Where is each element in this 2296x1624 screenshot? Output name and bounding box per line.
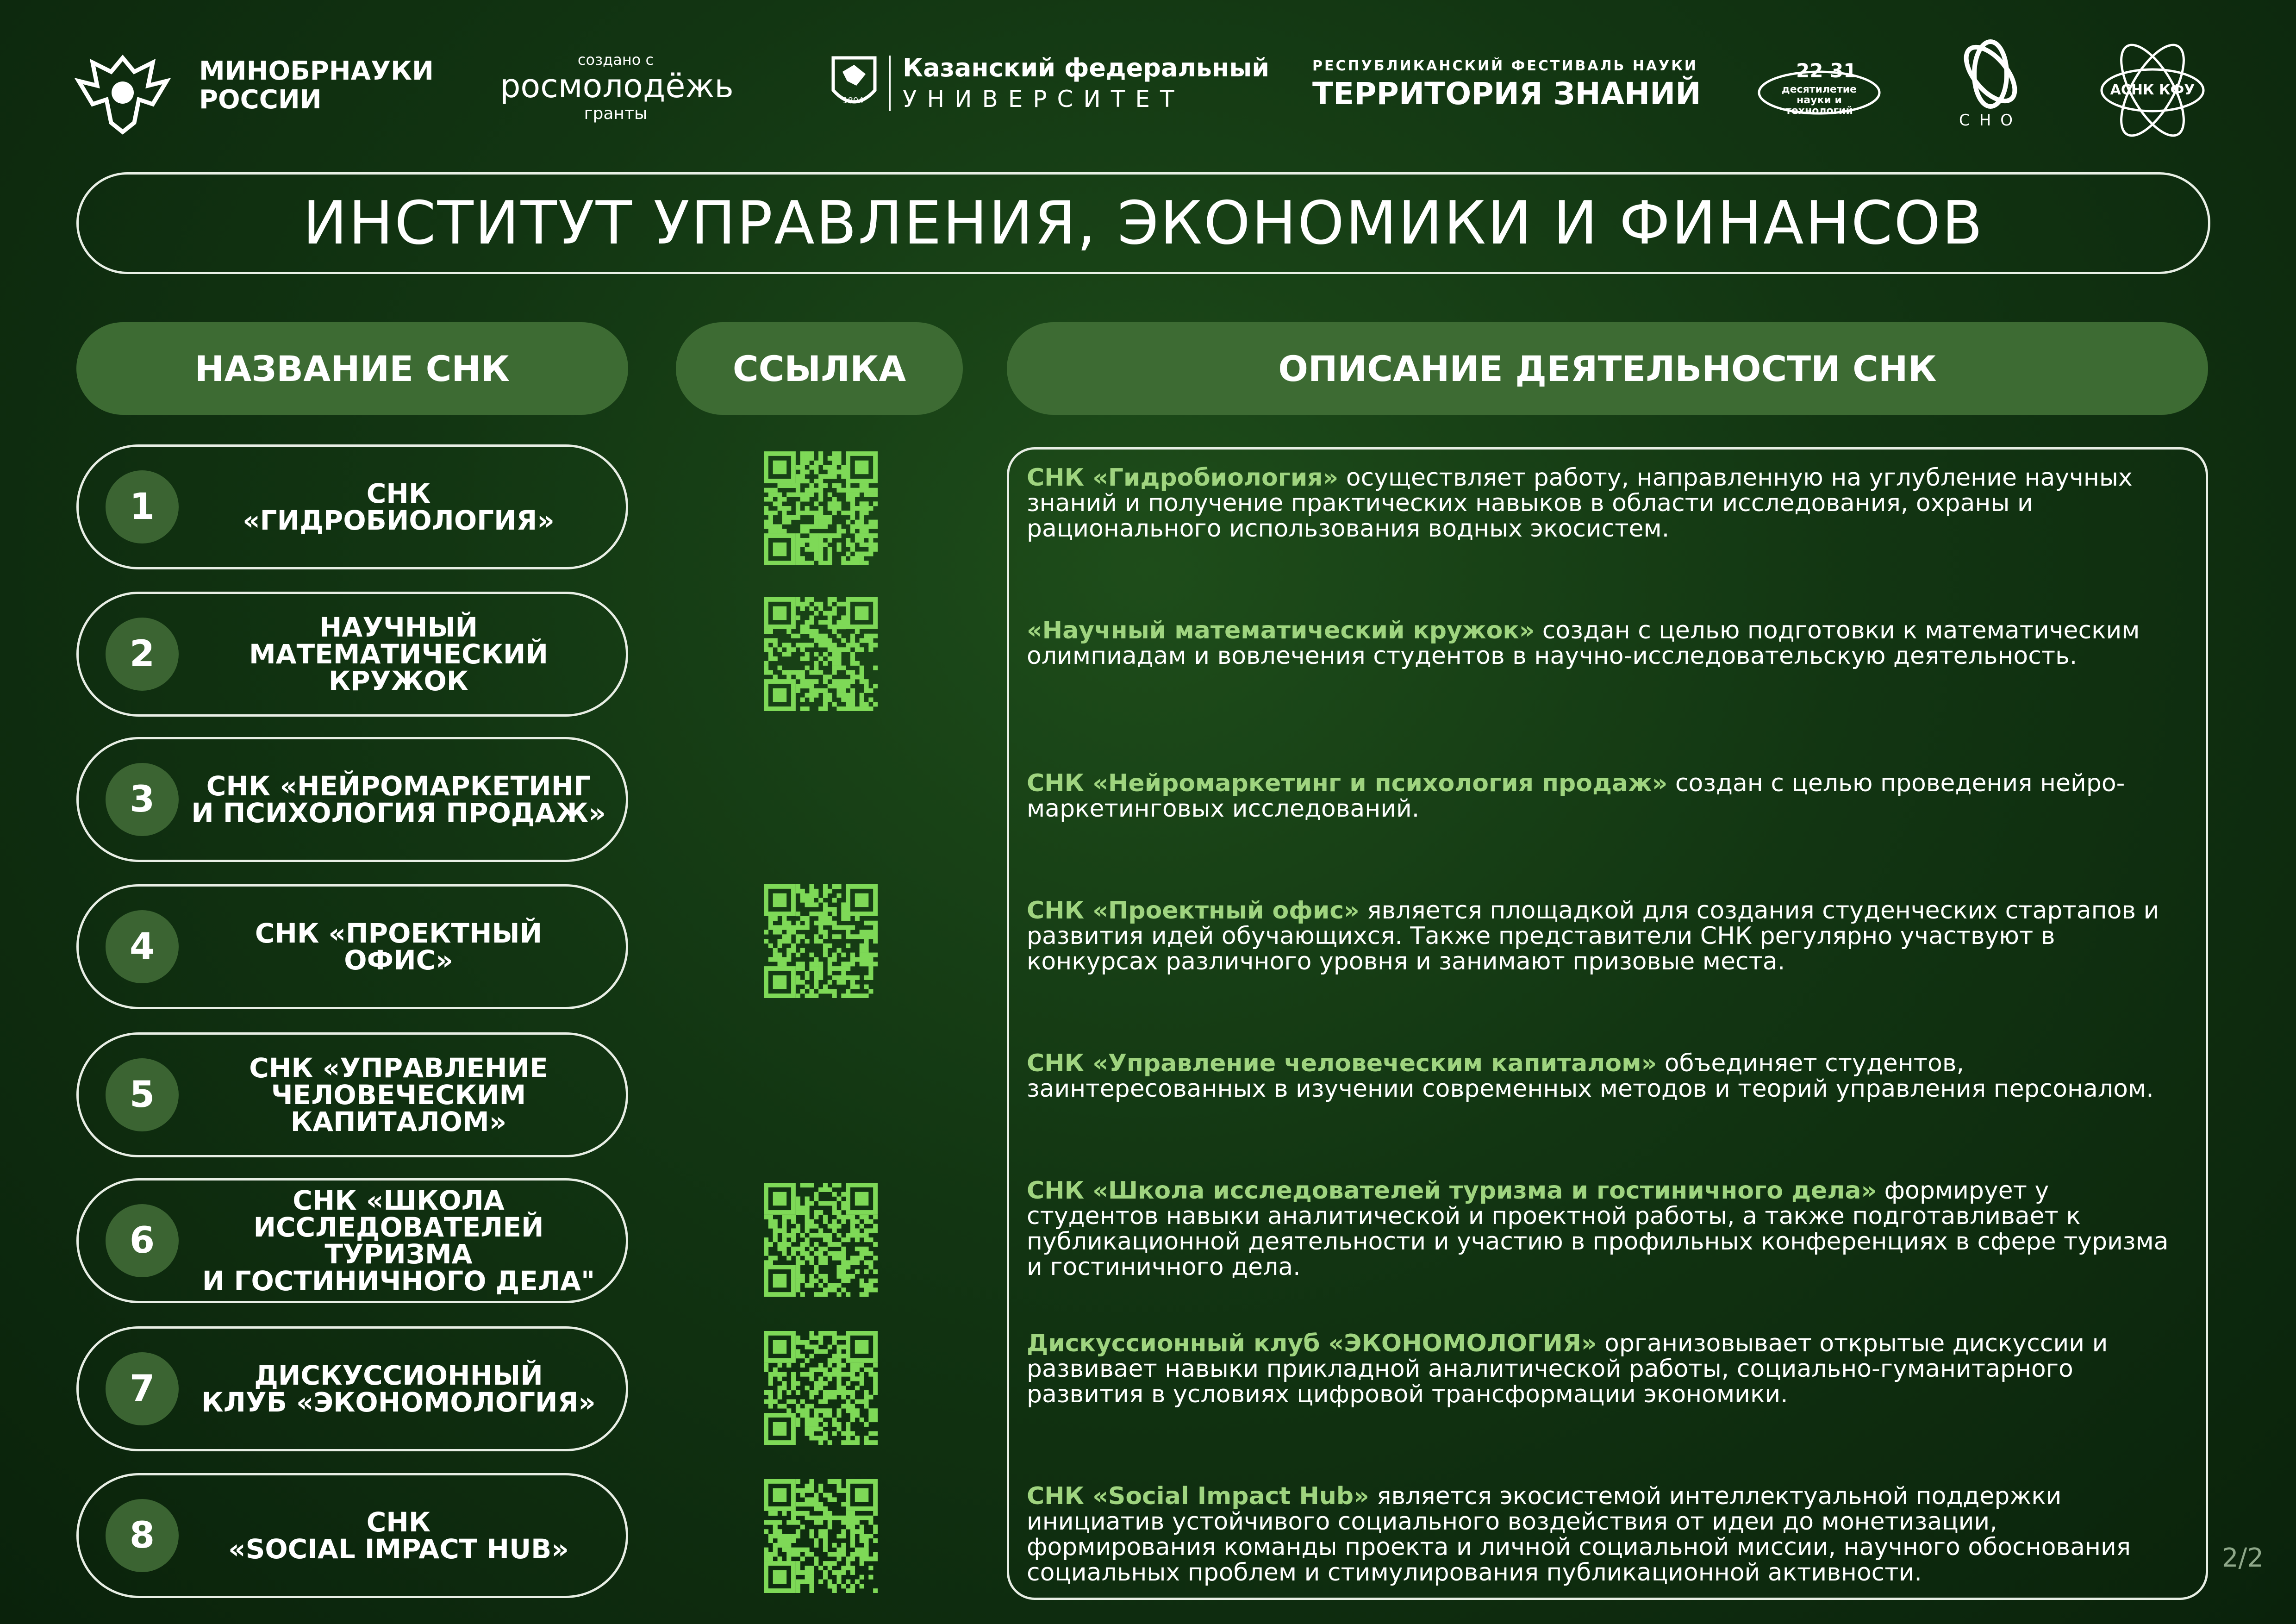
description-highlight: СНК «Школа исследователей туризма и гостиничного дела» — [1027, 1177, 1877, 1205]
qr-code-7[interactable] — [764, 1331, 878, 1445]
club-description-3: СНК «Нейромаркетинг и психология продаж» создан с целью проведения нейро-маркетинговых исследований. — [1027, 769, 2125, 823]
club-name: СНК «УПРАВЛЕНИЕ ЧЕЛОВЕЧЕСКИМ КАПИТАЛОМ» — [249, 1052, 548, 1137]
club-description-7: Дискуссионный клуб «ЭКОНОМОЛОГИЯ» организовывает открытые дискуссии и развивает навыки прикладной аналитической работы, социально-гуманитарного развития в условиях цифровой трансформации экономики. — [1027, 1330, 2108, 1409]
row-number: 5 — [106, 1058, 179, 1131]
club-row-7 — [76, 1326, 628, 1451]
club-row-4 — [76, 884, 628, 1009]
header-link: ССЫЛКА — [676, 322, 963, 415]
page-number: 2/2 — [2221, 1543, 2264, 1573]
club-description-5: СНК «Управление человеческим капиталом» объединяет студентов, заинтересованных в изучении современных методов и теорий управления персоналом. — [1027, 1049, 2154, 1103]
club-description-4: СНК «Проектный офис» является площадкой для создания студенческих стартапов и развития идей обучающихся. Также представители СНК регулярно участвуют в конкурсах различного уровня и занимают призовые места. — [1027, 897, 2159, 976]
cho-logo: СНО — [1949, 39, 2032, 132]
description-highlight: СНК «Нейромаркетинг и психология продаж» — [1027, 769, 1668, 797]
qr-code-1[interactable] — [764, 451, 878, 565]
club-row-6 — [76, 1178, 628, 1303]
row-number: 4 — [106, 910, 179, 983]
description-highlight: «Научный математический кружок» — [1027, 617, 1535, 644]
club-row-8 — [76, 1473, 628, 1598]
club-description-6: СНК «Школа исследователей туризма и гостиничного дела» формирует у студентов навыки аналитической и проектной работы, а также подготавливает к публикационной деятельности и участию в профильных конференциях в сфере туризма и гостиничного дела. — [1027, 1177, 2169, 1281]
club-name: СНК «ГИДРОБИОЛОГИЯ» — [243, 478, 555, 536]
eagle-emblem-icon — [74, 44, 171, 137]
club-name: СНК «ПРОЕКТНЫЙ ОФИС» — [255, 918, 543, 976]
club-row-1 — [76, 444, 628, 569]
row-number: 7 — [106, 1352, 179, 1425]
club-name: СНК «НЕЙРОМАРКЕТИНГ И ПСИХОЛОГИЯ ПРОДАЖ» — [191, 770, 606, 829]
club-row-3 — [76, 737, 628, 862]
club-name: СНК «ШКОЛА ИССЛЕДОВАТЕЛЕЙ ТУРИЗМА И ГОСТИНИЧНОГО ДЕЛА" — [202, 1185, 595, 1297]
cho-emblem-icon — [1949, 39, 2032, 109]
header-description: ОПИСАНИЕ ДЕЯТЕЛЬНОСТИ СНК — [1007, 322, 2208, 415]
page-title: ИНСТИТУТ УПРАВЛЕНИЯ, ЭКОНОМИКИ И ФИНАНСОВ — [76, 172, 2210, 274]
row-number: 8 — [106, 1499, 179, 1572]
club-description-8: СНК «Social Impact Hub» является экосистемой интеллектуальной поддержки инициатив устойчивого социального воздействия от идеи до монетизации, формирования команды проекта и личной социальной миссии, научного обоснования социальных проблем и стимулирования публикационной активности. — [1027, 1482, 2131, 1587]
club-name: ДИСКУССИОННЫЙ КЛУБ «ЭКОНОМОЛОГИЯ» — [201, 1360, 596, 1418]
kfu-logo: 1804 Казанский федеральный УНИВЕРСИТЕТ — [829, 53, 1245, 123]
description-highlight: СНК «Social Impact Hub» — [1027, 1482, 1369, 1510]
minobrnauki-text: МИНОБРНАУКИ РОССИИ — [199, 56, 434, 115]
club-row-5 — [76, 1032, 628, 1157]
club-row-2 — [76, 592, 628, 717]
qr-code-4[interactable] — [764, 884, 878, 998]
description-highlight: СНК «Управление человеческим капиталом» — [1027, 1049, 1657, 1077]
header-name: НАЗВАНИЕ СНК — [76, 322, 628, 415]
asnk-kfu-logo: АСНК КФУ — [2097, 39, 2208, 141]
minobrnauki-logo — [74, 44, 444, 137]
decade-of-science-logo: 22 31 десятилетие науки и технологий — [1754, 56, 1884, 130]
row-number: 1 — [106, 470, 179, 543]
row-number: 3 — [106, 763, 179, 836]
rosmolodezh-logo: создано с росмолодёжь гранты — [500, 51, 734, 123]
qr-code-2[interactable] — [764, 597, 878, 711]
description-highlight: СНК «Гидробиология» — [1027, 464, 1339, 492]
festival-logo: РЕСПУБЛИКАНСКИЙ ФЕСТИВАЛЬ НАУКИ ТЕРРИТОРИЯ ЗНАНИЙ — [1312, 58, 1701, 112]
qr-code-6[interactable] — [764, 1183, 878, 1297]
club-name: СНК «SOCIAL IMPACT HUB» — [228, 1506, 569, 1565]
description-highlight: СНК «Проектный офис» — [1027, 897, 1360, 924]
club-description-2: «Научный математический кружок» создан с целью подготовки к математическим олимпиадам и вовлечения студентов в научно-исследовательскую деятельность. — [1027, 617, 2140, 670]
club-description-1: СНК «Гидробиология» осуществляет работу, направленную на углубление научных знаний и получение практических навыков в области исследования, охраны и рационального использования водных экосистем. — [1027, 464, 2133, 543]
logo-bar — [0, 0, 2296, 153]
row-number: 2 — [106, 618, 179, 691]
qr-code-8[interactable] — [764, 1479, 878, 1593]
description-highlight: Дискуссионный клуб «ЭКОНОМОЛОГИЯ» — [1027, 1330, 1597, 1357]
club-name: НАУЧНЫЙ МАТЕМАТИЧЕСКИЙ КРУЖОК — [249, 612, 549, 697]
row-number: 6 — [106, 1204, 179, 1277]
